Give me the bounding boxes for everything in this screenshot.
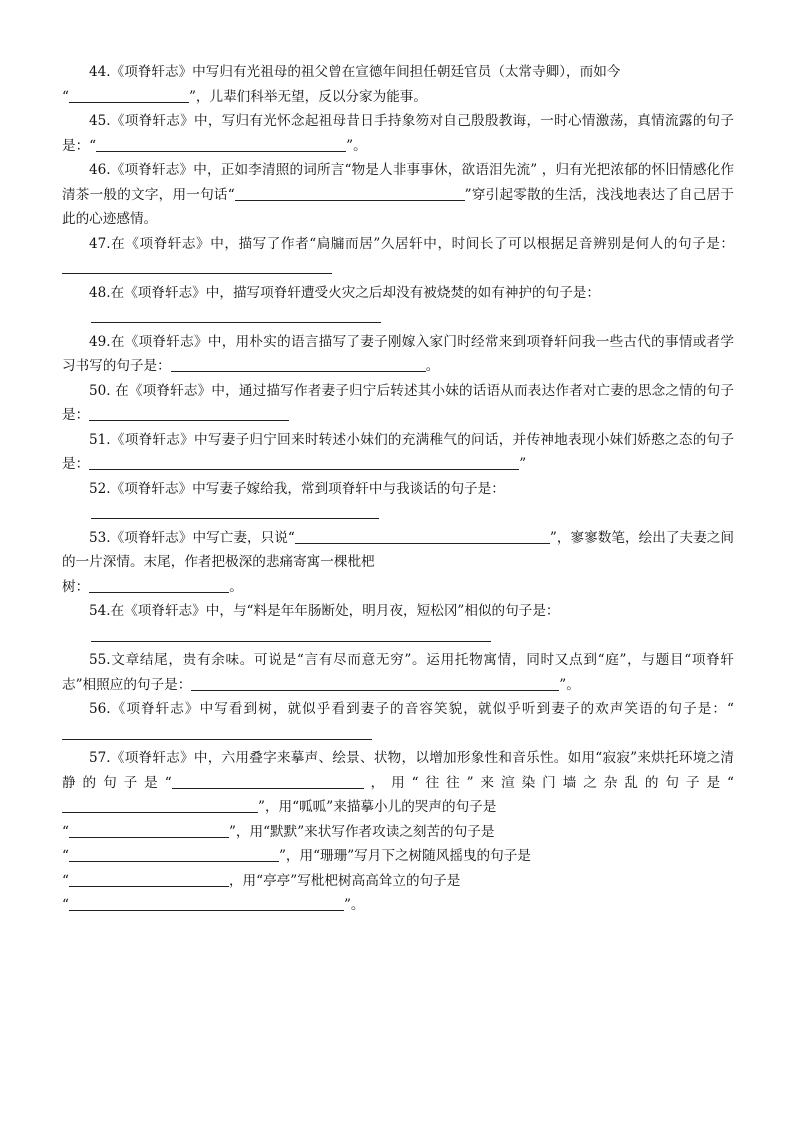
question-56 bbox=[62, 697, 734, 746]
question-text: 54.在《项脊轩志》中，与“料是年年肠断处，明月夜，短松冈”相似的句子是： bbox=[89, 603, 560, 619]
question-45: 45.《项脊轩志》中，写归有光怀念起祖母昔日手持象笏对自己殷殷教诲，一时心情激荡，真情流露的句子是：“ ”。 bbox=[62, 113, 734, 154]
question-text: 51.《项脊轩志》中写妻子归宁回来时转述小妹们的充满稚气的问话，并传神地表现小妹们娇憨之态的句子是： bbox=[62, 431, 734, 472]
question-text: 44.《项脊轩志》中写归有光祖母的祖父曾在宣德年间担任朝廷官员（太常寺卿），而如今 bbox=[89, 64, 621, 80]
question-text: 55.文章结尾，贵有余味。可说是“言有尽而意无穷”。运用托物寓情，同时又点到“庭”，与题目“项脊轩志”相照应的句子是： bbox=[62, 652, 734, 693]
answer-blank[interactable] bbox=[89, 454, 519, 470]
answer-blank[interactable] bbox=[235, 185, 465, 201]
answer-blank[interactable] bbox=[295, 528, 550, 544]
answer-blank[interactable] bbox=[62, 797, 258, 813]
answer-blank[interactable] bbox=[62, 258, 332, 274]
answer-blank[interactable] bbox=[69, 871, 229, 887]
worksheet bbox=[62, 60, 734, 918]
question-54 bbox=[62, 599, 734, 648]
question-text: 53.《项脊轩志》中写亡妻，只说“ bbox=[89, 529, 295, 546]
question-47 bbox=[62, 232, 734, 281]
answer-blank[interactable] bbox=[91, 626, 491, 642]
question-text: 47.在《项脊轩志》中，描写了作者“扃牖而居”久居轩中，时间长了可以根据足音辨别是何人的句子是： bbox=[89, 235, 734, 252]
question-50 bbox=[62, 379, 734, 428]
question-57: 57.《项脊轩志》中，六用叠字来摹声、绘景、状物，以增加形象性和音乐性。如用“寂寂”来烘托环境之清静的句子是“ ，用“往往”来渲染门墙之杂乱的句子是“”，用“呱呱”来描摹小儿的哭声的句子是 “ ”，用“默默”来状写作者攻读之刻苦的句子是 “ ”，用“珊珊”写月下之树随风摇曳的句子是 “ ，用“亭亭”写枇杷树高高耸立的句子是 “ ”。 bbox=[62, 750, 734, 913]
answer-blank[interactable] bbox=[191, 675, 559, 691]
question-44: 44.《项脊轩志》中写归有光祖母的祖父曾在宣德年间担任朝廷官员（太常寺卿），而如今 “ ”，儿辈们科举无望，反以分家为能事。 bbox=[62, 64, 621, 105]
answer-blank[interactable] bbox=[96, 136, 346, 152]
answer-blank[interactable] bbox=[172, 773, 364, 789]
answer-blank[interactable] bbox=[69, 846, 279, 862]
answer-blank[interactable] bbox=[69, 822, 229, 838]
question-text: 57.《项脊轩志》中，六用叠字来摹声、绘景、状物，以增加形象性和音乐性。如用“寂寂”来烘托环境之清静的句子是“ bbox=[62, 750, 734, 791]
question-text: 50. 在《项脊轩志》中，通过描写作者妻子归宁后转述其小妹的话语从而表达作者对亡妻的思念之情的句子是： bbox=[62, 382, 734, 423]
question-49: 49.在《项脊轩志》中，用朴实的语言描写了妻子刚嫁入家门时经常来到项脊轩问我一些古代的事情或者学习书写的句子是： 。 bbox=[62, 333, 734, 374]
answer-blank[interactable] bbox=[89, 577, 229, 593]
question-text: 48.在《项脊轩志》中，描写项脊轩遭受火灾之后却没有被烧焚的如有神护的句子是： bbox=[89, 284, 600, 301]
question-text: 49.在《项脊轩志》中，用朴实的语言描写了妻子刚嫁入家门时经常来到项脊轩问我一些古代的事情或者学习书写的句子是： bbox=[62, 333, 734, 374]
question-46: 46.《项脊轩志》中，正如李清照的词所言“物是人非事事休，欲语泪先流” ，归有光把浓郁的怀旧情感化作清茶一般的文字，用一句话“ ”穿引起零散的生活，浅浅地表达了自己居于此的心迹感情。 bbox=[62, 162, 735, 227]
question-48 bbox=[62, 281, 734, 330]
question-55: 55.文章结尾，贵有余味。可说是“言有尽而意无穷”。运用托物寓情，同时又点到“庭”，与题目“项脊轩志”相照应的句子是： ”。 bbox=[62, 652, 734, 693]
answer-blank[interactable] bbox=[69, 895, 344, 911]
question-text: 45.《项脊轩志》中，写归有光怀念起祖母昔日手持象笏对自己殷殷教诲，一时心情激荡，真情流露的句子是：“ bbox=[62, 113, 734, 154]
question-text: 46.《项脊轩志》中，正如李清照的词所言“物是人非事事休，欲语泪先流” ，归有光把浓郁的怀旧情感化作清茶一般的文字，用一句话“ bbox=[62, 162, 734, 203]
answer-blank[interactable] bbox=[62, 724, 372, 740]
question-53: 53.《项脊轩志》中写亡妻，只说“ ”，寥寥数笔，绘出了夫妻之间的一片深情。末尾，作者把极深的悲痛寄寓一棵枇杷 树： 。 bbox=[62, 529, 734, 595]
answer-blank[interactable] bbox=[91, 307, 381, 323]
answer-blank[interactable] bbox=[91, 503, 379, 519]
answer-blank[interactable] bbox=[171, 356, 426, 372]
answer-blank[interactable] bbox=[69, 87, 189, 103]
answer-blank[interactable] bbox=[89, 405, 289, 421]
question-text: 52.《项脊轩志》中写妻子嫁给我，常到项脊轩中与我谈话的句子是： bbox=[89, 480, 505, 497]
question-51: 51.《项脊轩志》中写妻子归宁回来时转述小妹们的充满稚气的问话，并传神地表现小妹们娇憨之态的句子是： ” bbox=[62, 431, 734, 472]
question-text: 56.《项脊轩志》中写看到树，就似乎看到妻子的音容笑貌，就似乎听到妻子的欢声笑语的句子是：“ bbox=[89, 701, 734, 717]
question-52 bbox=[62, 477, 734, 526]
